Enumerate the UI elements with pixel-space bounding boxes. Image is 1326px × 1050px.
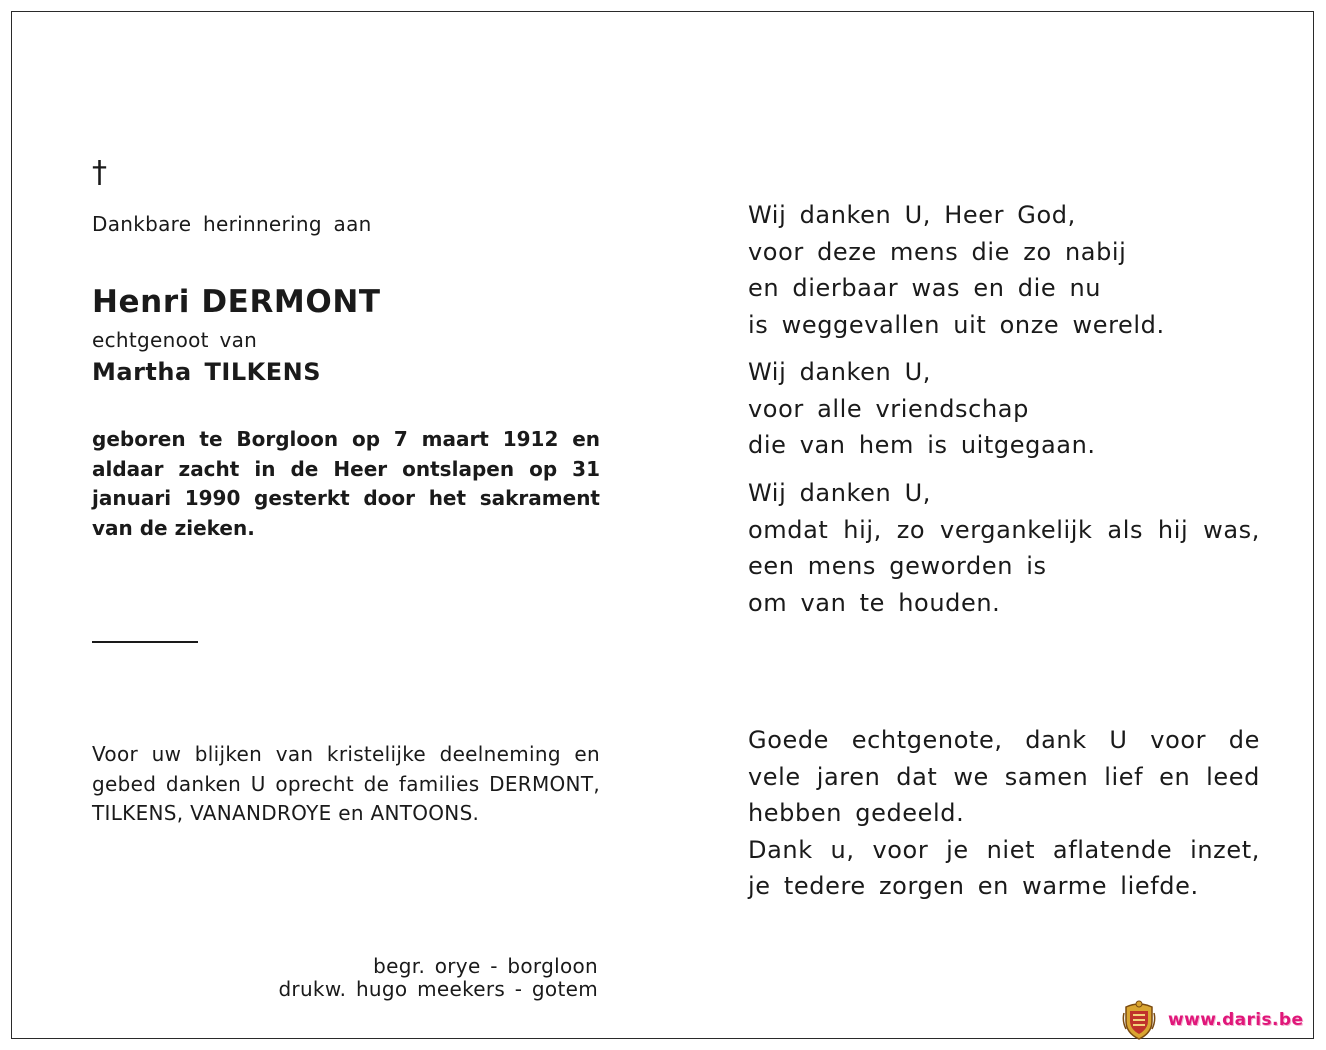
divider-line	[92, 641, 198, 643]
poem-line: voor deze mens die zo nabij	[748, 237, 1127, 266]
poem-line: Wij danken U,	[748, 358, 931, 386]
memorial-card	[11, 11, 1314, 1039]
poem-line: je tedere zorgen en warme liefde.	[748, 872, 1199, 900]
poem-line: Wij danken U, Heer God,	[748, 201, 1076, 229]
intro-text: Dankbare herinnering aan	[92, 212, 372, 236]
spouse-name: Martha TILKENS	[92, 358, 321, 386]
spouse-label: echtgenoot van	[92, 328, 258, 352]
poem-stanza-1	[748, 197, 1260, 343]
poem-stanza-4	[748, 722, 1260, 905]
poem-line: Goede echtgenote, dank U voor de	[748, 726, 1260, 754]
poem-line: hebben gedeeld.	[748, 799, 965, 827]
credits	[258, 955, 598, 1001]
poem-line: is weggevallen uit onze wereld.	[748, 310, 1165, 339]
poem-line: Wij danken U,	[748, 479, 931, 507]
coat-of-arms-icon	[1122, 999, 1156, 1041]
poem-line: en dierbaar was en die nu	[748, 274, 1102, 302]
watermark	[1122, 998, 1303, 1042]
poem-line: om van te houden.	[748, 588, 1001, 617]
poem-line: Dank u, voor je niet aflatende inzet,	[748, 835, 1260, 864]
poem-stanza-3	[748, 475, 1260, 621]
poem-stanza-2	[748, 354, 1260, 464]
poem-line: die van hem is uitgegaan.	[748, 431, 1096, 459]
credit-line: drukw. hugo meekers - gotem	[278, 977, 598, 1001]
cross-icon: †	[92, 155, 107, 190]
poem-line: voor alle vriendschap	[748, 394, 1029, 423]
biography-text: geboren te Borgloon op 7 maart 1912 en aldaar zacht in de Heer ontslapen op 31 januari 1990 gesterkt door het sakrament van de zieken.	[92, 427, 600, 540]
thanks-text: Voor uw blijken van kristelijke deelneming en gebed danken U oprecht de families DERMONT, TILKENS, VANANDROYE en ANTOONS.	[92, 742, 600, 825]
deceased-name: Henri DERMONT	[92, 284, 381, 320]
poem-line: omdat hij, zo vergankelijk als hij was,	[748, 515, 1260, 544]
site-url: www.daris.be	[1168, 1010, 1304, 1030]
poem-line: vele jaren dat we samen lief en leed	[748, 762, 1260, 791]
credit-line: begr. orye - borgloon	[373, 954, 598, 978]
poem-line: een mens geworden is	[748, 552, 1047, 580]
